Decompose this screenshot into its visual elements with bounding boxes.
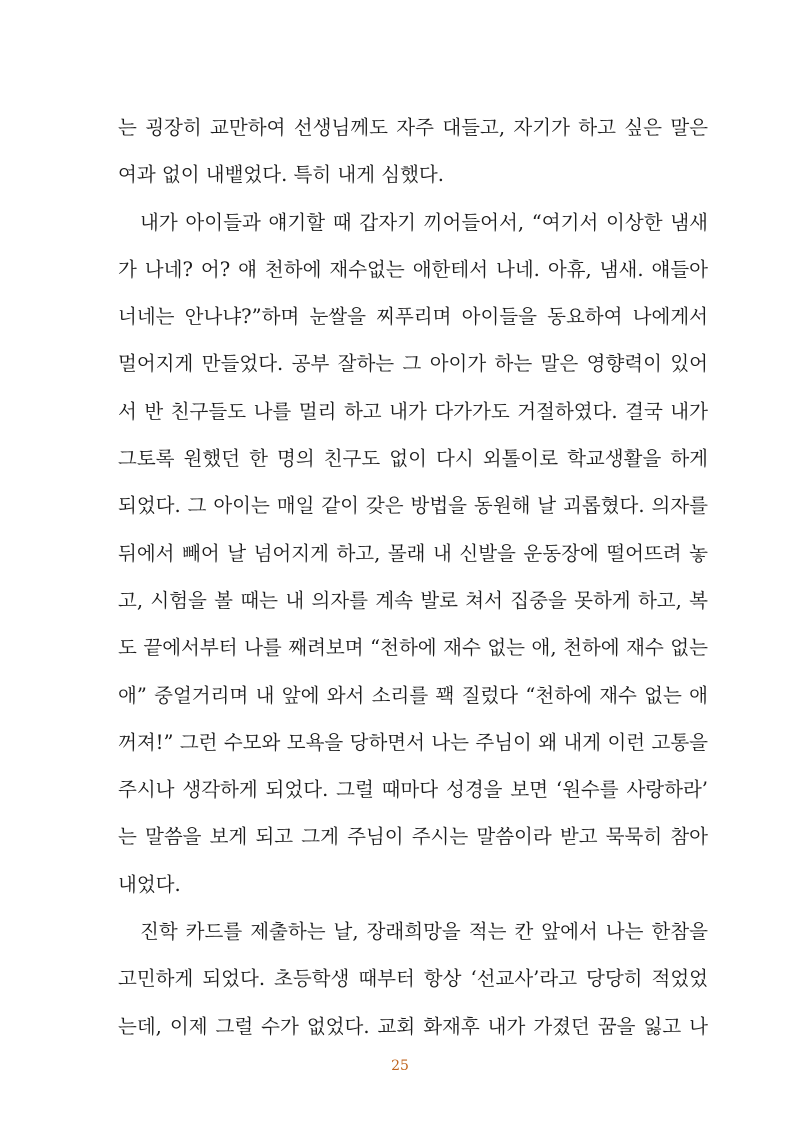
text-line: 주시나 생각하게 되었다. 그럴 때마다 성경을 보면 ‘원수를 사랑하라’ [118,778,708,802]
text-line: 그토록 원했던 한 명의 친구도 없이 다시 외톨이로 학교생활을 하게 [118,447,708,471]
text-line: 내었다. [118,872,181,896]
text-line: 꺼져!” 그런 수모와 모욕을 당하면서 나는 주님이 왜 내게 이런 고통을 [118,730,708,754]
text-line: 여과 없이 내뱉었다. 특히 내게 심했다. [118,163,444,187]
text-line: 는 말씀을 보게 되고 그게 주님이 주시는 말씀이라 받고 묵묵히 참아 [118,825,708,849]
text-line: 뒤에서 빼어 날 넘어지게 하고, 몰래 내 신발을 운동장에 떨어뜨려 놓 [118,541,708,565]
text-line: 진학 카드를 제출하는 날, 장래희망을 적는 칸 앞에서 나는 한참을 [140,920,708,944]
text-line: 가 나네? 어? 얘 천하에 재수없는 애한테서 나네. 아휴, 냄새. 얘들아 [118,257,708,281]
page-number: 25 [391,1058,409,1074]
text-line: 도 끝에서부터 나를 째려보며 “천하에 재수 없는 애, 천하에 재수 없는 [118,636,708,660]
text-line: 는 굉장히 교만하여 선생님께도 자주 대들고, 자기가 하고 싶은 말은 [118,116,708,139]
text-line: 고민하게 되었다. 초등학생 때부터 항상 ‘선교사’라고 당당히 적었었 [118,967,708,991]
text-line: 서 반 친구들도 나를 멀리 하고 내가 다가가도 거절하였다. 결국 내가 [118,399,708,423]
text-line: 너네는 안나냐?”하며 눈쌀을 찌푸리며 아이들을 동요하여 나에게서 [118,305,708,329]
text-line: 내가 아이들과 얘기할 때 갑자기 끼어들어서, “여기서 이상한 냄새 [140,210,708,234]
text-line: 애” 중얼거리며 내 앞에 와서 소리를 꽥 질렀다 “천하에 재수 없는 애 [118,683,708,707]
body-text [118,104,708,1050]
text-line: 고, 시험을 볼 때는 내 의자를 계속 발로 쳐서 집중을 못하게 하고, 복 [118,588,708,612]
text-line: 되었다. 그 아이는 매일 같이 갖은 방법을 동원해 날 괴롭혔다. 의자를 [118,494,708,518]
text-line: 멀어지게 만들었다. 공부 잘하는 그 아이가 하는 말은 영향력이 있어 [118,352,708,376]
text-line: 는데, 이제 그럴 수가 없었다. 교회 화재후 내가 가졌던 꿈을 잃고 나 [118,1014,708,1038]
